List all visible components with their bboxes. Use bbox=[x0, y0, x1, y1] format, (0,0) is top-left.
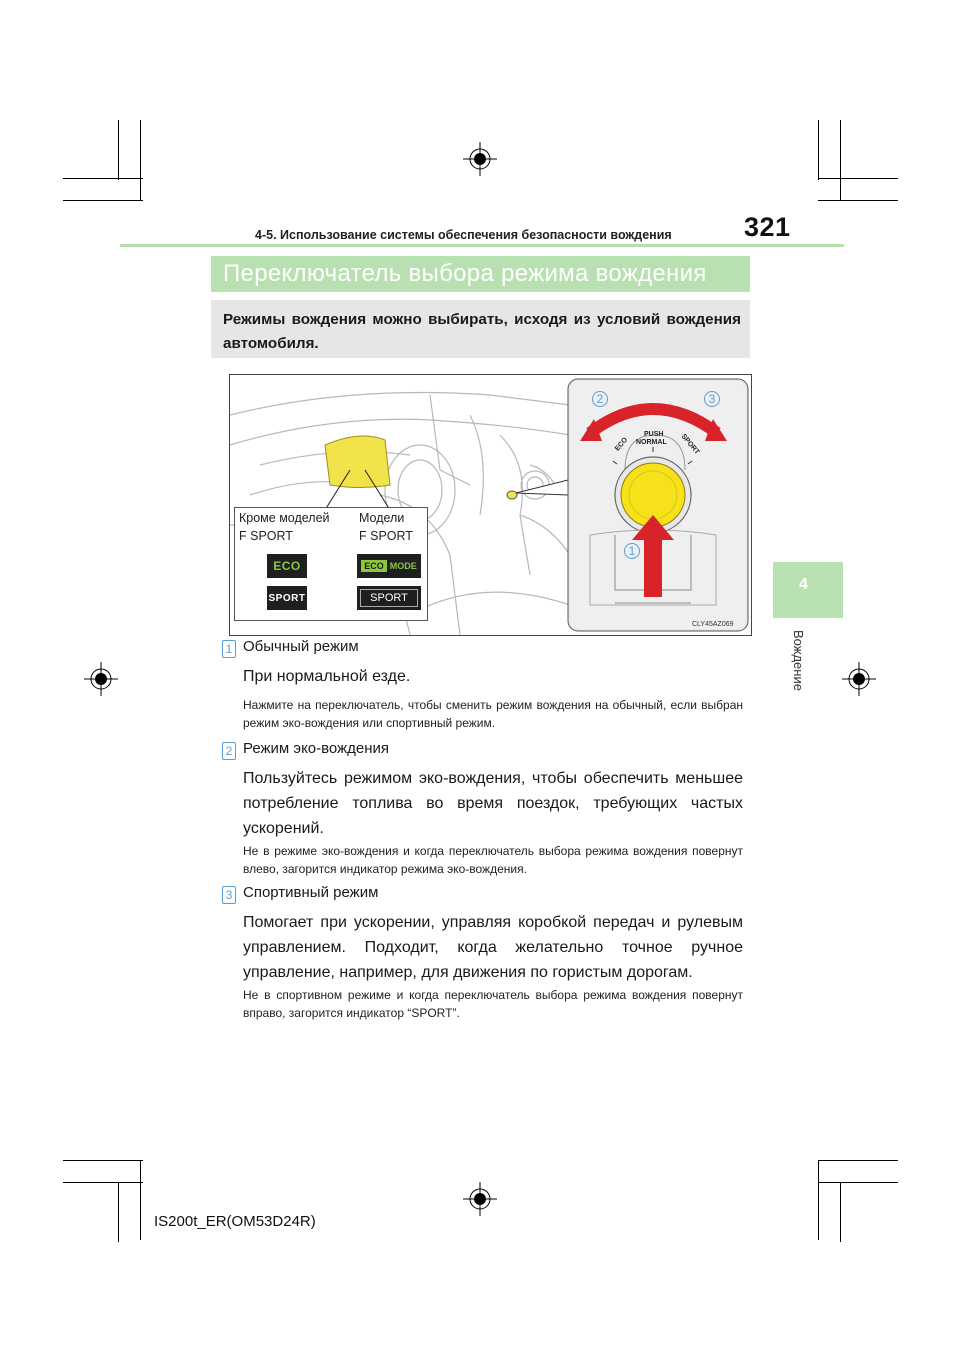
registration-mark-icon bbox=[84, 662, 118, 696]
sport-indicator-fsport-label: SPORT bbox=[360, 589, 418, 607]
caption-right-line2: F SPORT bbox=[359, 529, 413, 543]
chapter-label: Вождение bbox=[791, 630, 806, 691]
header-divider bbox=[120, 244, 844, 247]
registration-mark-icon bbox=[463, 142, 497, 176]
item-1-heading: Обычный режим bbox=[243, 638, 359, 655]
crop-mark bbox=[63, 200, 143, 201]
figure-illustration bbox=[229, 374, 752, 636]
crop-mark bbox=[818, 1160, 819, 1240]
dial-label-normal: NORMAL bbox=[636, 439, 667, 446]
crop-mark bbox=[818, 120, 819, 180]
registration-mark-icon bbox=[463, 1182, 497, 1216]
figure-code: CLY45AZ069 bbox=[692, 621, 734, 628]
crop-mark bbox=[818, 1160, 898, 1161]
eco-mode-mode: MODE bbox=[389, 561, 417, 571]
item-3-number: 3 bbox=[222, 886, 236, 904]
crop-mark bbox=[840, 120, 841, 200]
page-title: Переключатель выбора режима вождения bbox=[223, 260, 707, 287]
callout-2: 2 bbox=[592, 391, 608, 407]
crop-mark bbox=[140, 120, 141, 200]
item-3-heading: Спортивный режим bbox=[243, 884, 379, 901]
callout-3: 3 bbox=[704, 391, 720, 407]
item-3-note: Не в спортивном режиме и когда переключатель выбора режима вождения повернут вправо, загорится индикатор “SPORT”. bbox=[243, 988, 743, 1020]
registration-mark-icon bbox=[842, 662, 876, 696]
page-number: 321 bbox=[744, 212, 791, 242]
crop-mark bbox=[63, 1182, 143, 1183]
crop-mark bbox=[118, 1182, 119, 1242]
dial-label-eco: ECO bbox=[614, 436, 630, 453]
crop-mark bbox=[818, 178, 898, 179]
crop-mark bbox=[140, 1160, 141, 1240]
caption-left-line1: Кроме моделей bbox=[239, 511, 330, 525]
item-2-number: 2 bbox=[222, 742, 236, 760]
item-2-note: Не в режиме эко-вождения и когда переключатель выбора режима вождения повернут влево, загорится индикатор режима эко-вождения. bbox=[243, 844, 743, 876]
crop-mark bbox=[840, 1182, 841, 1242]
sport-indicator: SPORT bbox=[267, 586, 307, 610]
item-3-body: Помогает при ускорении, управляя коробкой передач и рулевым управлением. Подходит, когда желательно точное ручное управление, например, для движения по гористым дорогам. bbox=[243, 914, 743, 981]
dial-label-sport: SPORT bbox=[679, 433, 701, 456]
dial-label-push: PUSH bbox=[644, 431, 664, 438]
intro-box bbox=[211, 300, 750, 358]
item-1-note: Нажмите на переключатель, чтобы сменить режим вождения на обычный, если выбран режим эко-вождения или спортивный режим. bbox=[243, 698, 743, 730]
eco-mode-eco: ECO bbox=[361, 560, 387, 572]
chapter-number: 4 bbox=[799, 576, 808, 593]
section-title: 4-5. Использование системы обеспечения безопасности вождения bbox=[255, 228, 672, 242]
chapter-label-wrap bbox=[780, 630, 820, 710]
intro-text: Режимы вождения можно выбирать, исходя из условий вождения автомобиля. bbox=[223, 311, 741, 352]
crop-mark bbox=[118, 120, 119, 180]
crop-mark bbox=[63, 178, 143, 179]
crop-mark bbox=[63, 1160, 143, 1161]
eco-indicator: ECO bbox=[267, 554, 307, 578]
crop-mark bbox=[818, 200, 898, 201]
title-bar bbox=[211, 256, 750, 292]
item-2-body: Пользуйтесь режимом эко-вождения, чтобы обеспечить меньшее потребление топлива во время поездок, требующих частых ускорений. bbox=[243, 770, 743, 837]
caption-box bbox=[234, 507, 428, 621]
eco-mode-indicator bbox=[357, 554, 421, 578]
sport-indicator-fsport bbox=[357, 586, 421, 610]
callout-1: 1 bbox=[624, 543, 640, 559]
caption-right-line1: Модели bbox=[359, 511, 405, 525]
caption-left-line2: F SPORT bbox=[239, 529, 293, 543]
chapter-tab[interactable] bbox=[773, 562, 843, 618]
item-1-body: При нормальной езде. bbox=[243, 668, 411, 685]
document-code: IS200t_ER(OM53D24R) bbox=[154, 1213, 316, 1230]
item-1-number: 1 bbox=[222, 640, 236, 658]
item-2-heading: Режим эко-вождения bbox=[243, 740, 390, 757]
crop-mark bbox=[818, 1182, 898, 1183]
